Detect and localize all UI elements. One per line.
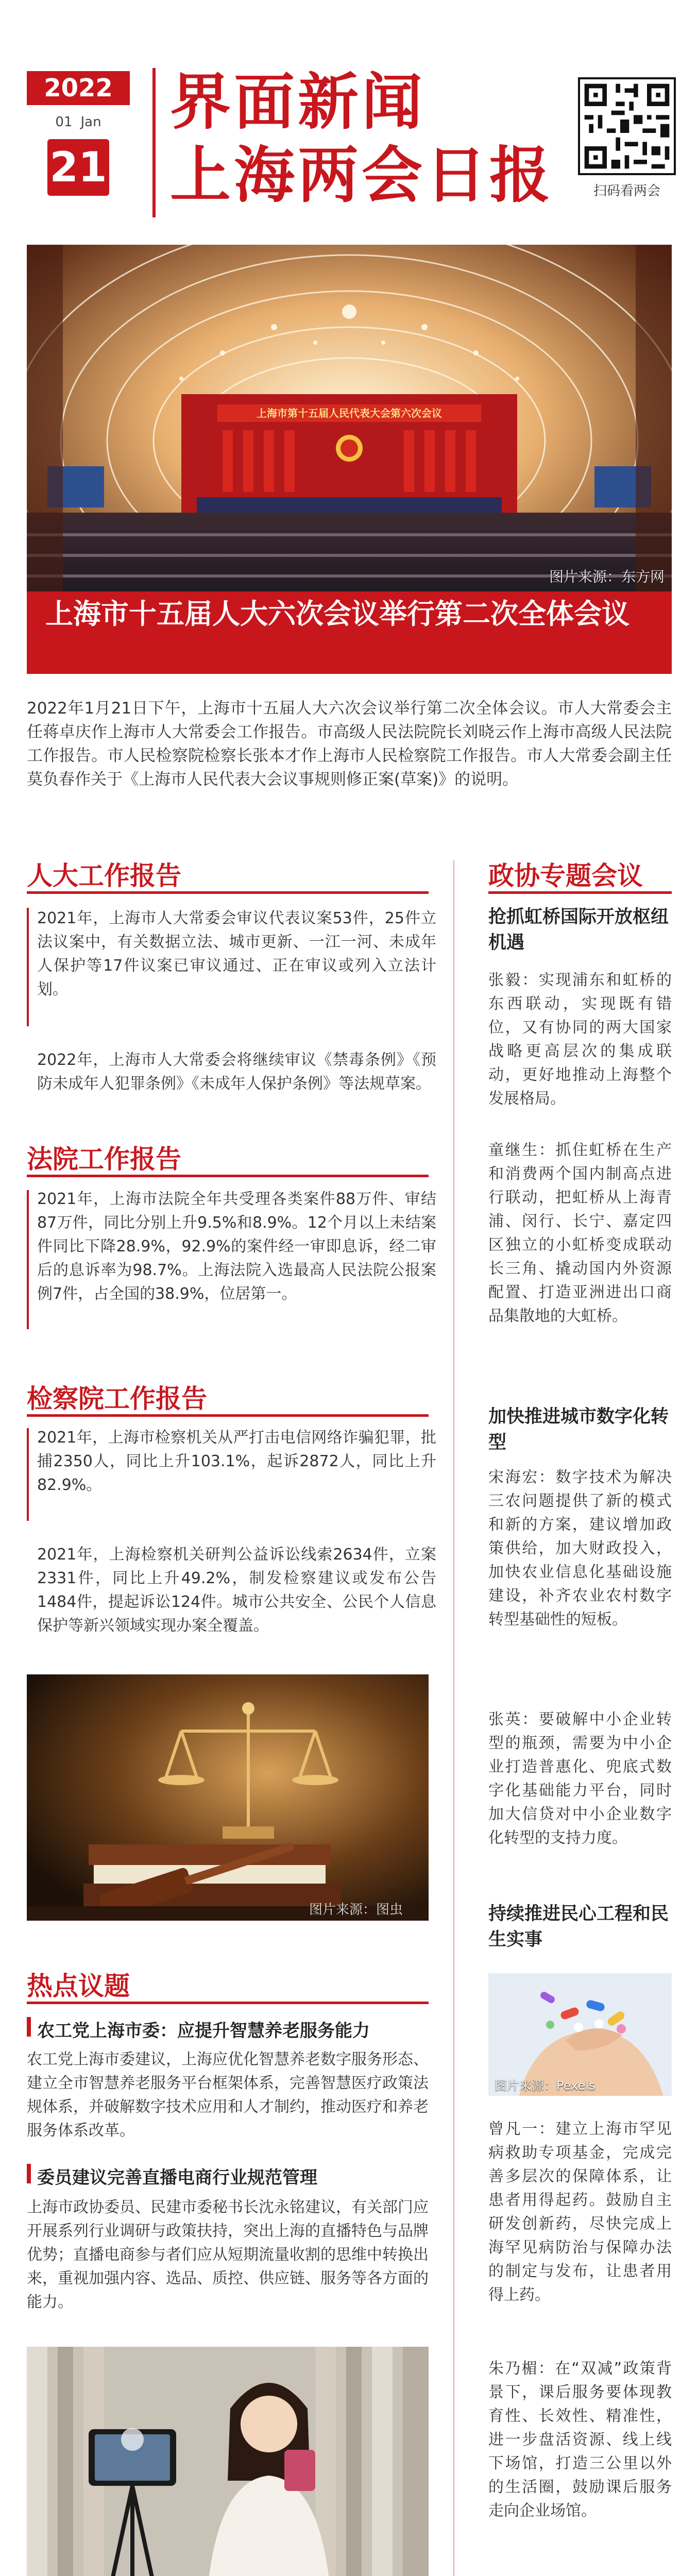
paragraph-marker: [27, 1190, 29, 1329]
npc-paragraph-2: 2022年，上海市人大常委会将继续审议《禁毒条例》《预防未成年人犯罪条例》《未成年人保护条例》等法规草案。: [37, 1051, 436, 1093]
cppcc-paragraph-2: 童继生：抓住虹桥在生产和消费两个国内制高点进行联动，把虹桥从上海青浦、闵行、长宁、嘉定四区独立的小虹桥变成联动长三角、撬动国内外资源配置、打造亚洲进出口商品集散地的大虹桥。: [488, 1141, 672, 1325]
section-title-procuratorate: 检察院工作报告: [27, 1384, 207, 1414]
cppcc-paragraph-4: 张英：要破解中小企业转型的瓶颈，需要为中小企业打造普惠化、兜底式数字化基础能力平台，同时加大信贷对中小企业数字化转型的支持力度。: [488, 1710, 672, 1847]
section-underline: [27, 891, 429, 894]
cppcc-subtopic-3: 持续推进民心工程和民生实事: [488, 1904, 669, 1950]
medicine-image-credit: 图片来源：Pexels: [495, 2078, 595, 2093]
court-paragraph-1: 2021年，上海市法院全年共受理各类案件88万件、审结87万件，同比分别上升9.5%和8.9%。12个月以上未结案件同比下降28.9%，92.9%的案件经一审即息诉，经二审后的息诉率为98.7%。上海法院入选最高人民法院公报案例7件，占全国的38.9%，位居第一。: [37, 1190, 436, 1303]
topic-marker: [27, 2164, 31, 2183]
column-divider: [453, 860, 454, 2576]
header-divider: [152, 68, 156, 217]
cppcc-paragraph-6: 朱乃楣：在“双减”政策背景下，课后服务要体现教育性、长效性、精准性，进一步盘活资源、线上线下场馆，打造三公里以外的生活圈，鼓励课后服务走向企业场馆。: [488, 2360, 672, 2520]
procuratorate-paragraph-1: 2021年，上海市检察机关从严打击电信网络诈骗犯罪，批捕2350人，同比上升103.1%，起诉2872人，同比上升82.9%。: [37, 1429, 436, 1494]
headline: 上海市十五届人大六次会议举行第二次全体会议: [45, 598, 629, 630]
justice-scales-image: [27, 1674, 429, 1921]
section-underline: [27, 1175, 429, 1177]
month-number: 01: [55, 114, 73, 130]
procuratorate-paragraph-2: 2021年，上海检察机关研判公益诉讼线索2634件，立案2331件，同比上升49.2%，制发检察建议或发布公告1484件，提起诉讼124件。城市公共安全、公民个人信息保护等新兴领域实现办案全覆盖。: [37, 1546, 436, 1635]
livestream-image: [27, 2347, 429, 2576]
paragraph-marker: [27, 908, 29, 1026]
hot-topic-1-title: 农工党上海市委：应提升智慧养老服务能力: [37, 2021, 370, 2041]
section-underline: [27, 1414, 429, 1417]
hero-image-credit: 图片来源：东方网: [549, 568, 665, 585]
hot-topic-2-title: 委员建议完善直播电商行业规范管理: [37, 2167, 317, 2188]
intro-paragraph: 2022年1月21日下午，上海市十五届人大六次会议举行第二次全体会议。市人大常委会主任蒋卓庆作上海市人大常委会工作报告。市高级人民法院院长刘晓云作上海市高级人民法院工作报告。市人民检察院检察长张本才作上海市人民检察院工作报告。市人大常委会副主任莫负春作关于《上海市人民代表大会议事规则修正案(草案)》的说明。: [27, 699, 672, 789]
cppcc-subtopic-1: 抢抓虹桥国际开放枢纽机遇: [488, 907, 669, 953]
livestream-image-credit: [309, 2573, 403, 2576]
year-text: 2022: [44, 74, 113, 103]
paragraph-marker: [27, 1428, 29, 1521]
hot-topic-1-text: 农工党上海市委建议，上海应优化智慧养老数字服务形态、建立全市智慧养老服务平台框架体系，完善智慧医疗政策法规体系，并破解数字技术应用和人才制约，推动医疗和养老服务体系改革。: [27, 2050, 429, 2140]
section-title-npc: 人大工作报告: [27, 861, 181, 891]
cppcc-subtopic-2: 加快推进城市数字化转型: [488, 1406, 669, 1453]
section-title-hot: 热点议题: [27, 1971, 130, 2001]
section-underline: [488, 891, 672, 894]
cppcc-paragraph-5: 曾凡一：建立上海市罕见病救助专项基金，完成完善多层次的保障体系，让患者用得起药。鼓励自主研发创新药，尽快完成上海罕见病防治与保障办法的制定与发布，让患者用得上药。: [488, 2120, 672, 2304]
npc-paragraph-1: 2021年，上海市人大常委会审议代表议案53件，25件立法议案中，有关数据立法、城市更新、一江一河、未成年人保护等17件议案已审议通过、正在审议或列入立法计划。: [37, 909, 436, 998]
month-name: Jan: [80, 114, 101, 130]
section-title-court: 法院工作报告: [27, 1144, 181, 1174]
hot-topic-2-text: 上海市政协委员、民建市委秘书长沈永铭建议，有关部门应开展系列行业调研与政策扶持，突出上海的直播特色与品牌优势；直播电商参与者们应从短期流量收割的思维中转换出来，重视加强内容、选品、质控、供应链、服务等各方面的能力。: [27, 2198, 429, 2311]
cppcc-paragraph-3: 宋海宏：数字技术为解决三农问题提供了新的模式和新的方案，建议增加政策供给，加大财政投入，加快农业信息化基础设施建设，补齐农业农村数字转型基础性的短板。: [488, 1468, 672, 1629]
qr-code-icon[interactable]: [578, 77, 676, 175]
topic-marker: [27, 2017, 31, 2037]
masthead-title: 界面新闻: [170, 66, 426, 138]
month-label: [27, 114, 130, 130]
section-title-cppcc: 政协专题会议: [488, 861, 643, 891]
qr-label: 扫码看两会: [593, 183, 660, 199]
justice-image-credit: 图片来源：图虫: [309, 1902, 403, 1918]
masthead-subtitle: 上海两会日报: [170, 140, 554, 211]
section-underline: [27, 2002, 429, 2004]
day-text: 21: [49, 143, 107, 191]
hero-banner-text: 上海市第十五届人民代表大会第六次会议: [257, 408, 442, 419]
cppcc-paragraph-1: 张毅：实现浦东和虹桥的东西联动，实现既有错位，又有协同的两大国家战略更高层次的集成联动，更好地推动上海整个发展格局。: [488, 971, 672, 1108]
